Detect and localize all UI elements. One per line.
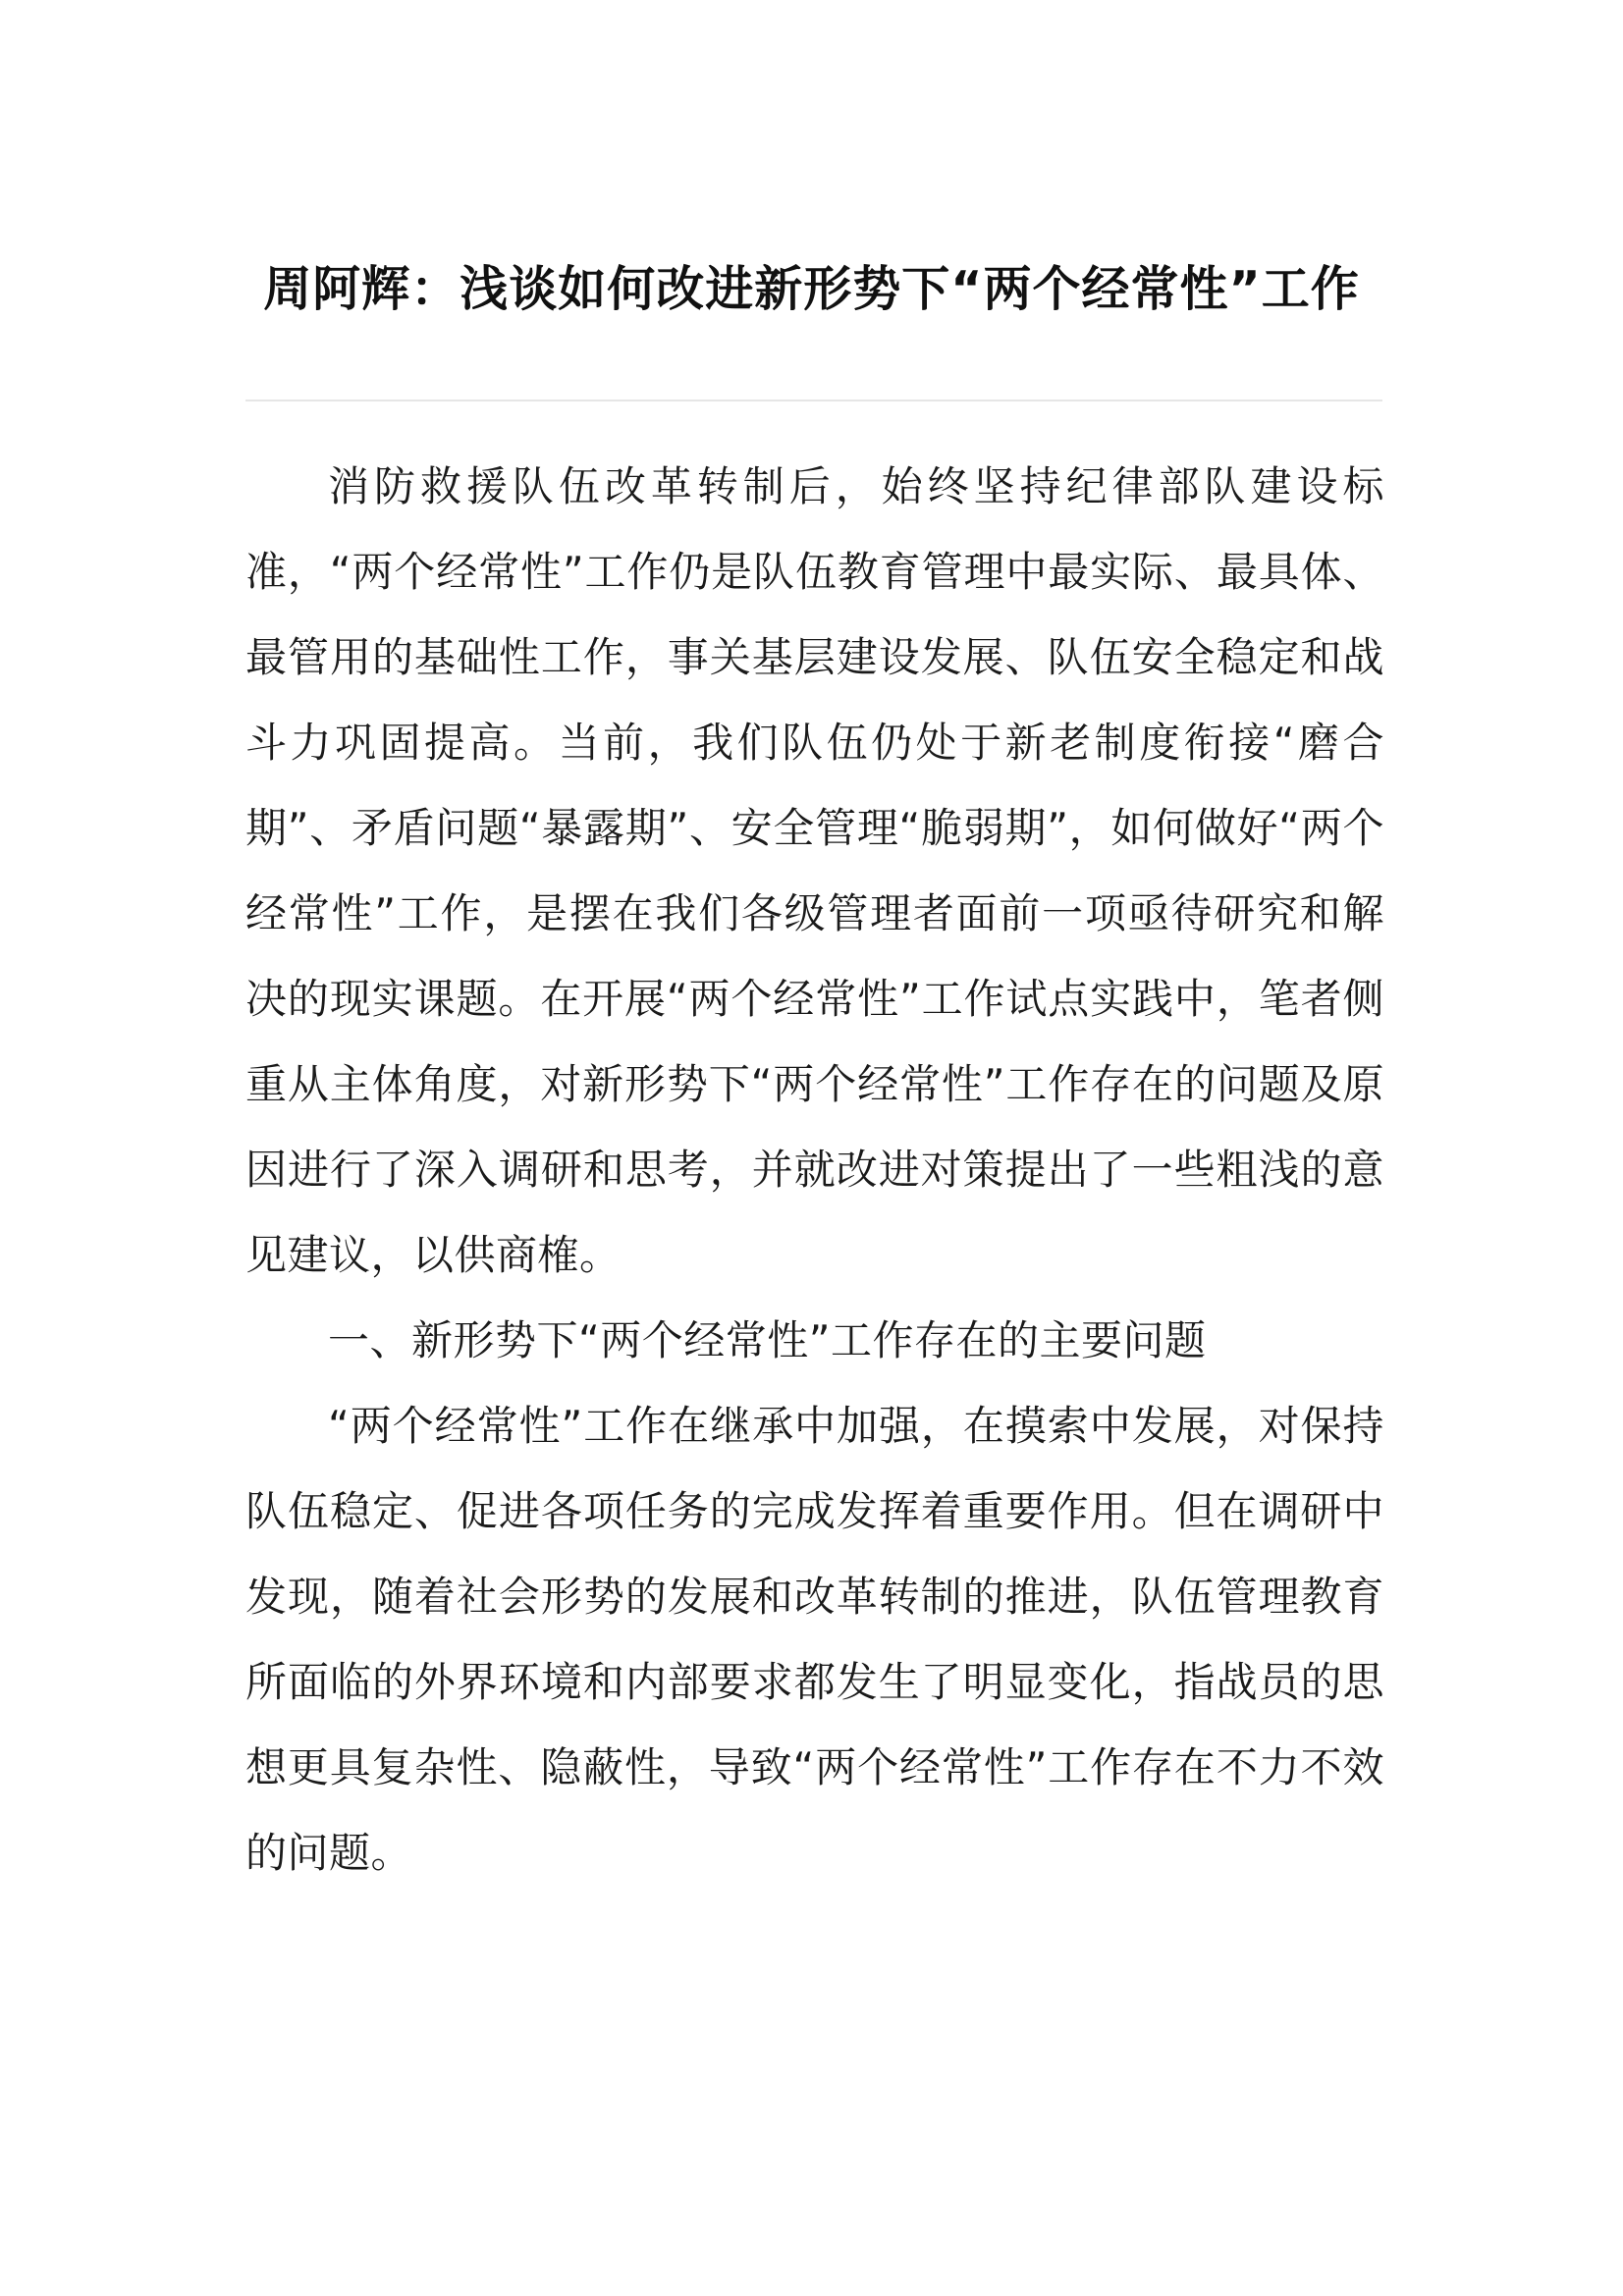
title-divider <box>245 400 1382 401</box>
section-paragraph: “两个经常性”工作在继承中加强，在摸索中发展，对保持队伍稳定、促进各项任务的完成发挥着重要作用。但在调研中发现，随着社会形势的发展和改革转制的推进，队伍管理教育所面临的外界环境和内部要求都发生了明显变化，指战员的思想更具复杂性、隐蔽性，导致“两个经常性”工作存在不力不效的问题。 <box>245 1402 1384 1877</box>
article-title: 周阿辉：浅谈如何改进新形势下“两个经常性”工作 <box>263 260 1360 317</box>
intro-paragraph: 消防救援队伍改革转制后，始终坚持纪律部队建设标准，“两个经常性”工作仍是队伍教育管理中最实际、最具体、最管用的基础性工作，事关基层建设发展、队伍安全稳定和战斗力巩固提高。当前，我们队伍仍处于新老制度衔接“磨合期”、矛盾问题“暴露期”、安全管理“脆弱期”，如何做好“两个经常性”工作，是摆在我们各级管理者面前一项亟待研究和解决的现实课题。在开展“两个经常性”工作试点实践中，笔者侧重从主体角度，对新形势下“两个经常性”工作存在的问题及原因进行了深入调研和思考，并就改进对策提出了一些粗浅的意见建议，以供商榷。 <box>245 462 1384 1279</box>
section-heading: 一、新形势下“两个经常性”工作存在的主要问题 <box>328 1316 1207 1364</box>
article-body <box>245 444 1384 1896</box>
